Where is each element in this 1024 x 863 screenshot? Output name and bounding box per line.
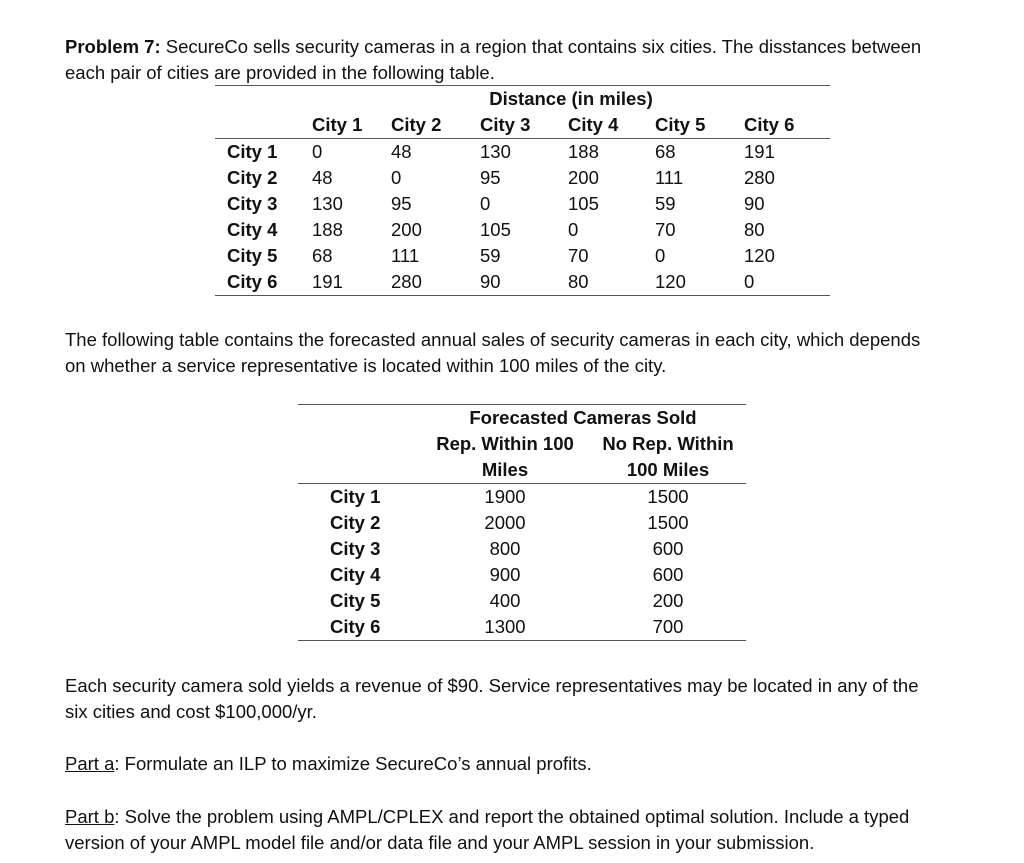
row-label: City 6 xyxy=(298,614,420,641)
sales-col-header: No Rep. Within xyxy=(602,433,734,454)
distance-cell: 95 xyxy=(391,193,412,214)
distance-cell: 80 xyxy=(744,219,765,240)
part-b-text-line1: : Solve the problem using AMPL/CPLEX and report the obtained optimal solution. Include a typed xyxy=(114,806,910,827)
row-label: City 2 xyxy=(330,512,381,533)
distance-table-title: Distance (in miles) xyxy=(312,86,830,113)
distance-cell: 191 xyxy=(312,269,391,296)
distance-cell: 200 xyxy=(568,167,599,188)
distance-cell: 200 xyxy=(391,219,422,240)
sales-cell: 2000 xyxy=(484,512,526,533)
distance-cell: 120 xyxy=(744,245,775,266)
part-b xyxy=(65,804,995,856)
distance-cell: 0 xyxy=(655,245,666,266)
table-row xyxy=(215,191,830,217)
part-a-text: : Formulate an ILP to maximize SecureCo’s annual profits. xyxy=(114,753,592,774)
distance-cell: 48 xyxy=(312,167,333,188)
sales-cell: 600 xyxy=(652,538,684,559)
distance-cell: 48 xyxy=(391,141,412,162)
sales-intro-line2: on whether a service representative is located within 100 miles of the city. xyxy=(65,355,667,376)
sales-col-header: Miles xyxy=(420,457,590,484)
sales-cell: 200 xyxy=(652,590,684,611)
distance-col-header: City 5 xyxy=(655,112,744,139)
row-label: City 1 xyxy=(330,486,381,507)
table-row xyxy=(215,269,830,296)
sales-cell: 700 xyxy=(590,614,746,641)
part-a-label: Part a xyxy=(65,753,115,774)
distance-col-header: City 3 xyxy=(480,112,568,139)
distance-cell: 130 xyxy=(312,193,343,214)
row-label: City 6 xyxy=(215,269,312,296)
distance-col-header: City 2 xyxy=(391,112,480,139)
distance-cell: 90 xyxy=(744,193,765,214)
sales-intro-line1: The following table contains the forecasted annual sales of security cameras in each city, which depends xyxy=(65,329,921,350)
part-a xyxy=(65,751,995,777)
distance-cell: 59 xyxy=(655,193,676,214)
sales-cell: 1900 xyxy=(484,486,526,507)
row-label: City 2 xyxy=(227,167,278,188)
distance-cell: 68 xyxy=(312,245,333,266)
distance-cell: 95 xyxy=(480,167,501,188)
revenue-line2: six cities and cost $100,000/yr. xyxy=(65,701,317,722)
problem-intro-line1: SecureCo sells security cameras in a region that contains six cities. The disstances between xyxy=(160,36,922,57)
distance-cell: 59 xyxy=(480,245,501,266)
sales-table xyxy=(298,404,746,641)
sales-cell: 1500 xyxy=(647,486,689,507)
distance-cell: 0 xyxy=(568,219,579,240)
sales-cell: 400 xyxy=(489,590,521,611)
row-label: City 4 xyxy=(227,219,278,240)
distance-col-header: City 4 xyxy=(568,112,655,139)
revenue-line1: Each security camera sold yields a revenue of $90. Service representatives may be located in any of the xyxy=(65,675,919,696)
distance-cell: 191 xyxy=(744,141,775,162)
table-row xyxy=(215,165,830,191)
distance-cell: 188 xyxy=(568,141,599,162)
row-label: City 5 xyxy=(330,590,381,611)
distance-col-header: City 6 xyxy=(744,112,830,139)
table-row xyxy=(298,510,746,536)
distance-cell: 0 xyxy=(312,141,323,162)
distance-cell: 70 xyxy=(568,245,589,266)
distance-cell: 105 xyxy=(480,219,511,240)
table-row xyxy=(298,484,746,511)
distance-cell: 0 xyxy=(480,193,491,214)
distance-cell: 130 xyxy=(480,141,511,162)
sales-intro xyxy=(65,327,995,379)
distance-table xyxy=(215,85,830,296)
distance-cell: 70 xyxy=(655,219,676,240)
sales-cell: 900 xyxy=(489,564,521,585)
row-label: City 5 xyxy=(227,245,278,266)
distance-cell: 0 xyxy=(391,167,402,188)
sales-table-title: Forecasted Cameras Sold xyxy=(420,405,746,432)
row-label: City 1 xyxy=(227,141,278,162)
problem-intro xyxy=(65,34,995,86)
part-b-text-line2: version of your AMPL model file and/or data file and your AMPL session in your submission. xyxy=(65,832,815,853)
distance-cell: 105 xyxy=(568,193,599,214)
table-row xyxy=(298,588,746,614)
distance-cell: 0 xyxy=(744,269,830,296)
sales-col-header: Rep. Within 100 xyxy=(436,433,574,454)
table-row xyxy=(298,562,746,588)
distance-cell: 280 xyxy=(744,167,775,188)
table-row xyxy=(215,217,830,243)
distance-cell: 120 xyxy=(655,269,744,296)
problem-intro-line2: each pair of cities are provided in the following table. xyxy=(65,62,495,83)
row-label: City 3 xyxy=(330,538,381,559)
row-label: City 3 xyxy=(227,193,278,214)
distance-cell: 111 xyxy=(655,167,684,188)
sales-cell: 800 xyxy=(489,538,521,559)
part-b-label: Part b xyxy=(65,806,115,827)
distance-cell: 111 xyxy=(391,245,420,266)
distance-cell: 90 xyxy=(480,269,568,296)
distance-cell: 280 xyxy=(391,269,480,296)
row-label: City 4 xyxy=(330,564,381,585)
sales-col-header: 100 Miles xyxy=(590,457,746,484)
problem-label: Problem 7: xyxy=(65,36,161,57)
distance-cell: 68 xyxy=(655,141,676,162)
sales-cell: 1300 xyxy=(420,614,590,641)
table-row xyxy=(298,614,746,641)
distance-cell: 188 xyxy=(312,219,343,240)
sales-cell: 1500 xyxy=(647,512,689,533)
sales-cell: 600 xyxy=(652,564,684,585)
table-row xyxy=(215,139,830,166)
distance-cell: 80 xyxy=(568,269,655,296)
distance-col-header: City 1 xyxy=(312,112,391,139)
table-row xyxy=(298,536,746,562)
distance-header-row xyxy=(215,112,830,139)
table-row xyxy=(215,243,830,269)
revenue-text xyxy=(65,673,995,725)
